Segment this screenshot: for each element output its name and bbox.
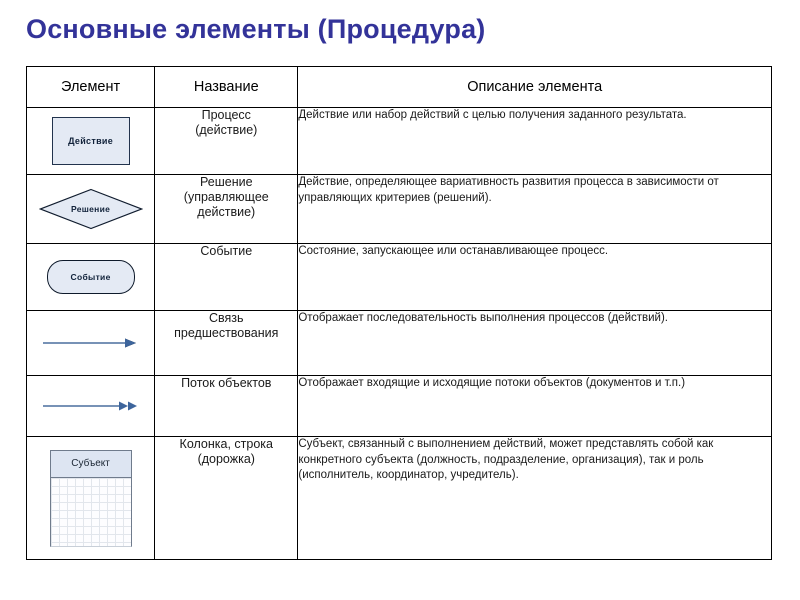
description-cell: Отображает входящие и исходящие потоки объектов (документов и т.п.) [298, 376, 772, 437]
shape-container [27, 108, 154, 174]
name-cell [155, 437, 298, 560]
description-cell: Субъект, связанный с выполнением действий, может представлять собой как конкретного субъекта (должность, подразделение, организация), так и роль (исполнитель, координатор, учредитель). [298, 437, 772, 560]
element-cell [27, 244, 155, 311]
element-cell [27, 437, 155, 560]
name-line: предшествования [174, 326, 279, 340]
element-cell [27, 376, 155, 437]
table-row [27, 175, 772, 244]
element-cell [27, 108, 155, 175]
column-header-description: Описание элемента [298, 67, 772, 108]
name-cell [155, 244, 298, 311]
decision-diamond-icon [39, 188, 143, 230]
name-line: Решение [199, 175, 253, 189]
decision-diamond-label: Решение [70, 204, 111, 214]
swimlane-grid [50, 478, 132, 547]
name-cell [155, 311, 298, 376]
column-header-name: Название [155, 67, 298, 108]
name-line: (действие) [195, 123, 258, 137]
table-header-row [27, 67, 772, 108]
name-cell [155, 376, 298, 437]
table-row [27, 376, 772, 437]
name-line: Процесс [201, 108, 251, 122]
description-cell: Действие или набор действий с целью получения заданного результата. [298, 108, 772, 175]
name-line: действие) [197, 205, 256, 219]
table-row [27, 108, 772, 175]
name-line: (управляющее [183, 190, 269, 204]
event-rounded-icon [47, 260, 135, 294]
page-title: Основные элементы (Процедура) [26, 14, 486, 44]
table-row [27, 437, 772, 560]
swimlane-label: Субъект [71, 458, 110, 469]
process-rectangle-icon [52, 117, 130, 165]
shape-container [27, 244, 154, 310]
description-cell: Отображает последовательность выполнения процессов (действий). [298, 311, 772, 376]
name-line: Поток объектов [181, 376, 272, 390]
name-cell [155, 175, 298, 244]
swimlane-icon [50, 450, 132, 547]
single-arrow-icon [27, 311, 154, 375]
event-rounded-label: Событие [70, 272, 111, 282]
name-line: Связь [208, 311, 244, 325]
swimlane-header [50, 450, 132, 478]
name-line: (дорожка) [197, 452, 255, 466]
element-cell [27, 311, 155, 376]
process-rectangle-label: Действие [68, 136, 114, 146]
element-cell [27, 175, 155, 244]
elements-legend-table [26, 66, 772, 560]
column-header-element: Элемент [27, 67, 155, 108]
double-arrow-icon [27, 376, 154, 436]
description-cell: Состояние, запускающее или останавливающее процесс. [298, 244, 772, 311]
shape-container [27, 437, 154, 559]
table-row [27, 244, 772, 311]
shape-container [27, 175, 154, 243]
name-cell [155, 108, 298, 175]
name-line: Событие [200, 244, 253, 258]
name-line: Колонка, строка [179, 437, 273, 451]
table-row [27, 311, 772, 376]
description-cell: Действие, определяющее вариативность развития процесса в зависимости от управляющих критериев (решений). [298, 175, 772, 244]
